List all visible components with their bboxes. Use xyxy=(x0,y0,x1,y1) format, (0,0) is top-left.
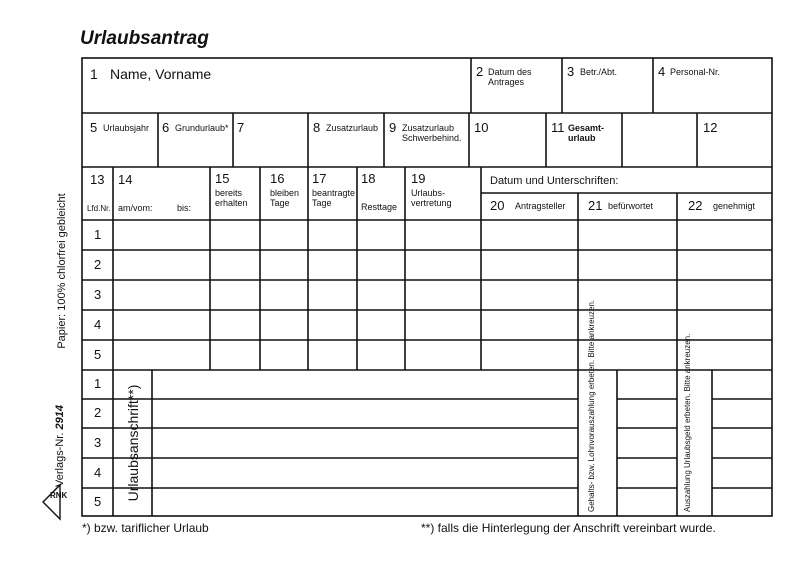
c18-number: 18 xyxy=(361,171,376,186)
c13-seq-label: Lfd.Nr. xyxy=(87,204,111,213)
c15-number: 15 xyxy=(215,171,230,186)
f5-year-label: Urlaubsjahr xyxy=(103,123,150,133)
address-row-number: 1 xyxy=(94,376,102,391)
f11-number: 11 xyxy=(551,120,565,135)
c20-number: 20 xyxy=(490,198,505,213)
f4-number: 4 xyxy=(658,64,666,79)
address-row-number: 5 xyxy=(94,494,102,509)
f3-number: 3 xyxy=(567,64,575,79)
publisher-number xyxy=(54,377,70,487)
name-field[interactable] xyxy=(82,58,471,113)
address-row-number: 3 xyxy=(94,435,102,450)
form-title: Urlaubsantrag xyxy=(80,28,209,49)
f12-number: 12 xyxy=(703,120,718,135)
address-label: Urlaubsanschrift**) xyxy=(125,384,141,502)
c14-from-label: am/vom: xyxy=(118,203,153,213)
c16-remaining-label: bleiben Tage xyxy=(270,188,300,209)
c17-number: 17 xyxy=(312,171,327,186)
f1-name-label: Name, Vorname xyxy=(110,66,212,82)
c17-requested-label: beantragte Tage xyxy=(312,188,356,209)
f8-additional-leave-label: Zusatzurlaub xyxy=(326,123,379,133)
table-row-number: 5 xyxy=(94,347,102,362)
f5-number: 5 xyxy=(90,120,98,135)
footnote-left: *) bzw. tariflicher Urlaub xyxy=(82,521,209,535)
table-row-number: 2 xyxy=(94,257,102,272)
c20-applicant-label: Antragsteller xyxy=(515,201,566,211)
c15-received-label: bereits erhalten xyxy=(215,188,248,209)
f10-number: 10 xyxy=(474,120,489,135)
footnote-right: **) falls die Hinterlegung der Anschrift vereinbart wurde. xyxy=(421,521,716,535)
holiday-pay-note: Auszahlung Urlaubsgeld erbeten. Bitte ankreuzen. xyxy=(683,333,692,512)
publisher-label: Verlags-Nr. xyxy=(54,429,66,487)
c21-number: 21 xyxy=(588,198,603,213)
f1-number: 1 xyxy=(90,66,98,82)
c19-substitute-label: Urlaubs- vertretung xyxy=(411,188,452,209)
c13-number: 13 xyxy=(90,172,105,187)
c21-endorsed-label: befürwortet xyxy=(608,201,654,211)
f2-date-label: Datum des Antrages xyxy=(488,67,532,88)
f9-number: 9 xyxy=(389,120,397,135)
f7-number: 7 xyxy=(237,120,245,135)
paper-note: Papier: 100% chlorfrei gebleicht xyxy=(56,193,68,349)
c18-rest-label: Resttage xyxy=(361,202,398,212)
f6-basic-leave-label: Grundurlaub* xyxy=(175,123,229,133)
f4-personnel-label: Personal-Nr. xyxy=(670,67,721,77)
address-row-number: 4 xyxy=(94,465,102,480)
salary-advance-note: Gehalts- bzw. Lohnvorauszahlung erbeten. Bitte ankreuzen. xyxy=(587,299,596,512)
table-row-number: 4 xyxy=(94,317,102,332)
f8-number: 8 xyxy=(313,120,321,135)
f3-department-label: Betr./Abt. xyxy=(580,67,618,77)
f11-total-leave-label: Gesamt- urlaub xyxy=(568,123,605,144)
f2-number: 2 xyxy=(476,64,484,79)
address-row-number: 2 xyxy=(94,405,102,420)
c14-number: 14 xyxy=(118,172,133,187)
f9-disability-leave-label: Zusatzurlaub Schwerbehind. xyxy=(402,123,462,144)
table-row-number: 3 xyxy=(94,287,102,302)
f6-number: 6 xyxy=(162,120,170,135)
signatures-header: Datum und Unterschriften: xyxy=(490,175,619,187)
c22-number: 22 xyxy=(688,198,703,213)
rnk-logo-letters: RNK xyxy=(50,491,68,500)
c19-number: 19 xyxy=(411,171,426,186)
publisher-number-value: 2914 xyxy=(54,405,66,430)
table-row-number: 1 xyxy=(94,227,102,242)
c16-number: 16 xyxy=(270,171,285,186)
c14-to-label: bis: xyxy=(177,203,192,213)
c22-approved-label: genehmigt xyxy=(713,201,756,211)
